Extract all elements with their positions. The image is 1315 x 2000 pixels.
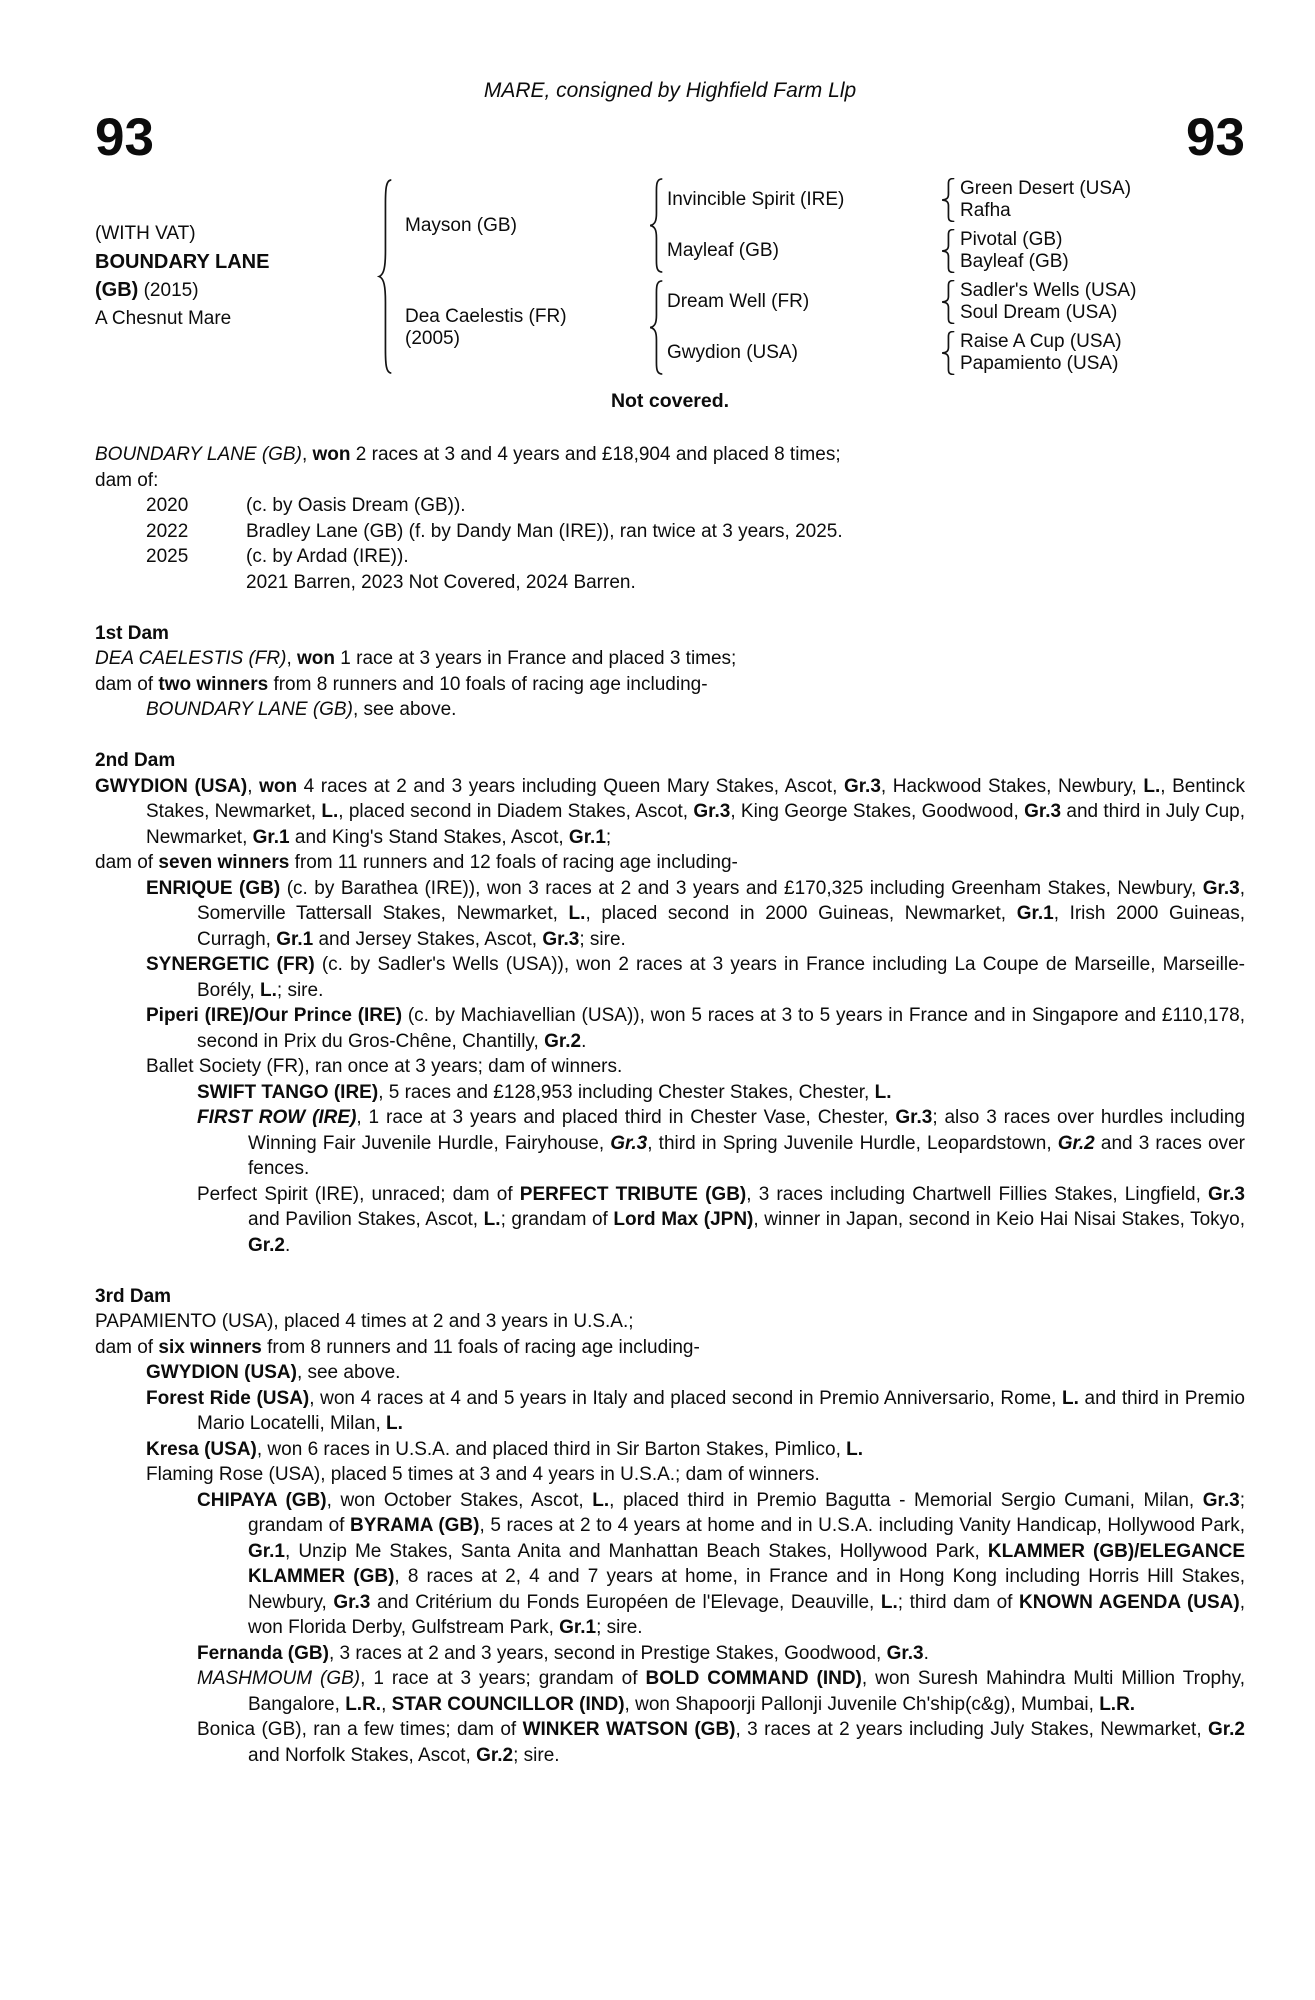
- subject-description: A Chesnut Mare: [95, 308, 232, 329]
- covering-note: Not covered.: [610, 390, 730, 412]
- gen2-brace-4: [935, 331, 960, 375]
- subject-vat-note: (WITH VAT): [95, 223, 196, 244]
- heading-2nd-dam: 2nd Dam: [95, 750, 176, 771]
- record-first-row: FIRST ROW (IRE), 1 race at 3 years and placed third in Chester Vase, Chester, Gr.3; also 3 races over hurdles including Winning Fair Juvenile Hurdle, Fairyhouse, Gr.3, third in Spring Juvenile Hurdle, Leopardstown, Gr.2 and 3 races over fences.: [197, 1107, 1246, 1179]
- gen3-entry: Papamiento (USA): [960, 353, 1119, 374]
- brace-icon: [939, 229, 957, 273]
- produce-record-2020: [95, 493, 1245, 519]
- record-kresa: Kresa (USA), won 6 races in U.S.A. and placed third in Sir Barton Stakes, Pimlico, L.: [146, 1438, 864, 1460]
- heading-3rd-dam: 3rd Dam: [95, 1285, 172, 1307]
- gen2-brace-1: [935, 178, 960, 222]
- sire-brace: [645, 178, 667, 273]
- record-piperi: Piperi (IRE)/Our Prince (IRE) (c. by Machiavellian (USA)), won 5 races at 3 to 5 years in France and in Singapore and £110,178, second in Prix du Gros-Chêne, Chantilly, Gr.2.: [146, 1005, 1246, 1052]
- heading-1st-dam: 1st Dam: [95, 622, 169, 644]
- sire-name: Mayson (GB): [405, 214, 517, 236]
- record-mashmoum: MASHMOUM (GB), 1 race at 3 years; grandam of BOLD COMMAND (IND), won Suresh Mahindra Multi Million Trophy, Bangalore, L.R., STAR COUNCILLOR (IND), won Shapoorji Pallonji Juvenile Ch'ship(c&g), Mumbai, L.R.: [197, 1668, 1246, 1715]
- brace-icon: [939, 331, 957, 375]
- gen3-entry: Soul Dream (USA): [960, 302, 1118, 323]
- gen3-entry: Pivotal (GB): [960, 229, 1063, 250]
- produce-text: (c. by Ardad (IRE)).: [246, 546, 409, 567]
- consignment-title: MARE, consigned by Highfield Farm Llp: [483, 79, 857, 102]
- dam-name: Dea Caelestis (FR): [405, 305, 567, 327]
- subject-suffix-year: (GB) (2015): [95, 279, 199, 301]
- record-fernanda: Fernanda (GB), 3 races at 2 and 3 years, second in Prestige Stakes, Goodwood, Gr.3.: [197, 1642, 929, 1664]
- gen3-entry: Raise A Cup (USA): [960, 331, 1122, 352]
- produce-text: (c. by Oasis Dream (GB)).: [246, 495, 466, 516]
- dam-brace: [645, 280, 667, 375]
- lot-number-right: 93: [1186, 108, 1245, 167]
- produce-year: 2022: [146, 520, 189, 542]
- gen2-dam-of-dam: Gwydion (USA): [667, 342, 798, 363]
- lot-number-row: [95, 110, 1245, 166]
- brace-icon: [939, 178, 957, 222]
- record-dea-caelestis: DEA CAELESTIS (FR), won 1 race at 3 years in France and placed 3 times;: [95, 648, 737, 669]
- gen3-entry: Bayleaf (GB): [960, 251, 1069, 272]
- produce-text: Bradley Lane (GB) (f. by Dandy Man (IRE)), ran twice at 3 years, 2025.: [246, 520, 843, 542]
- gen3-entry: Sadler's Wells (USA): [960, 280, 1137, 301]
- produce-note: 2021 Barren, 2023 Not Covered, 2024 Barren.: [246, 571, 636, 593]
- record-perfect-spirit: Perfect Spirit (IRE), unraced; dam of PERFECT TRIBUTE (GB), 3 races including Chartwell Fillies Stakes, Lingfield, Gr.3 and Pavilion Stakes, Ascot, L.; grandam of Lord Max (JPN), winner in Japan, second in Keio Hai Nisai Stakes, Tokyo, Gr.2.: [197, 1183, 1245, 1256]
- gen2-sire-of-dam: Dream Well (FR): [667, 291, 810, 312]
- record-bonica: Bonica (GB), ran a few times; dam of WINKER WATSON (GB), 3 races at 2 years including July Stakes, Newmarket, Gr.2 and Norfolk Stakes, Ascot, Gr.2; sire.: [197, 1719, 1245, 1766]
- record-flaming-rose: Flaming Rose (USA), placed 5 times at 3 and 4 years in U.S.A.; dam of winners.: [146, 1464, 820, 1485]
- gen3-entry: Green Desert (USA): [960, 178, 1132, 199]
- record-boundary-lane-see-above: BOUNDARY LANE (GB), see above.: [146, 699, 457, 720]
- produce-year: 2025: [146, 546, 189, 567]
- record-swift-tango: SWIFT TANGO (IRE), 5 races and £128,953 including Chester Stakes, Chester, L.: [197, 1081, 892, 1103]
- record-gwydion: GWYDION (USA), won 4 races at 2 and 3 years including Queen Mary Stakes, Ascot, Gr.3, Hackwood Stakes, Newbury, L., Bentinck Stakes, Newmarket, L., placed second in Diadem Stakes, Ascot, Gr.3, King George Stakes, Goodwood, Gr.3 and third in July Cup, Newmarket, Gr.1 and King's Stand Stakes, Ascot, Gr.1;: [95, 775, 1246, 848]
- record-gwydion-see-above: GWYDION (USA), see above.: [146, 1362, 401, 1383]
- gen2-sire-of-sire: Invincible Spirit (IRE): [667, 189, 845, 210]
- produce-record-2022: [95, 519, 1245, 545]
- brace-icon: [376, 178, 394, 375]
- produce-record-2025: [95, 544, 1245, 570]
- gen2-dam-of-sire: Mayleaf (GB): [667, 240, 779, 261]
- record-chipaya: CHIPAYA (GB), won October Stakes, Ascot, L., placed third in Premio Bagutta - Memorial Sergio Cumani, Milan, Gr.3; grandam of BYRAMA (GB), 5 races at 2 to 4 years at home and in U.S.A. including Vanity Handicap, Hollywood Park, Gr.1, Unzip Me Stakes, Santa Anita and Manhattan Beach Stakes, Hollywood Park, KLAMMER (GB)/ELEGANCE KLAMMER (GB), 8 races at 2, 4 and 7 years at home, in France and in Hong Kong including Horris Hill Stakes, Newbury, Gr.3 and Critérium du Fonds Européen de l'Elevage, Deauville, L.; third dam of KNOWN AGENDA (USA), won Florida Derby, Gulfstream Park, Gr.1; sire.: [197, 1489, 1246, 1638]
- brace-icon: [647, 280, 665, 375]
- label-dam-of: dam of:: [95, 469, 159, 491]
- record-synergetic: SYNERGETIC (FR) (c. by Sadler's Wells (USA)), won 2 races at 3 years in France including La Coupe de Marseille, Marseille-Borély, L.; sire.: [146, 954, 1245, 1001]
- record-papamiento: PAPAMIENTO (USA), placed 4 times at 2 and 3 years in U.S.A.;: [95, 1311, 634, 1332]
- record-boundary-lane: BOUNDARY LANE (GB), won 2 races at 3 and 4 years and £18,904 and placed 8 times;: [95, 444, 841, 465]
- record-forest-ride: Forest Ride (USA), won 4 races at 4 and 5 years in Italy and placed second in Premio Anniversario, Rome, L. and third in Premio Mario Locatelli, Milan, L.: [146, 1387, 1245, 1434]
- gen3-entry: Rafha: [960, 200, 1011, 221]
- gen2-brace-2: [935, 229, 960, 273]
- produce-year: 2020: [146, 495, 189, 516]
- brace-icon: [647, 178, 665, 273]
- pedigree-table: [95, 178, 1245, 375]
- gen2-brace-3: [935, 280, 960, 324]
- pedigree-subject: [95, 178, 365, 375]
- dam-year: (2005): [405, 327, 460, 349]
- lot-number-left: 93: [95, 108, 154, 167]
- record-enrique: ENRIQUE (GB) (c. by Barathea (IRE)), won 3 races at 2 and 3 years and £170,325 including Greenham Stakes, Newbury, Gr.3, Somerville Tattersall Stakes, Newmarket, L., placed second in 2000 Guineas, Newmarket, Gr.1, Irish 2000 Guineas, Curragh, Gr.1 and Jersey Stakes, Ascot, Gr.3; sire.: [146, 877, 1246, 950]
- record-dam-of-two-winners: dam of two winners from 8 runners and 10 foals of racing age including-: [95, 673, 708, 695]
- dam-entry: [405, 280, 645, 375]
- brace-icon: [939, 280, 957, 324]
- catalogue-body: [95, 442, 1245, 1768]
- subject-name: BOUNDARY LANE: [95, 251, 270, 273]
- record-dam-of-six-winners: dam of six winners from 8 runners and 11 foals of racing age including-: [95, 1336, 700, 1358]
- record-dam-of-seven-winners: dam of seven winners from 11 runners and 12 foals of racing age including-: [95, 852, 738, 873]
- record-ballet-society: Ballet Society (FR), ran once at 3 years; dam of winners.: [146, 1056, 623, 1077]
- subject-brace: [365, 178, 405, 375]
